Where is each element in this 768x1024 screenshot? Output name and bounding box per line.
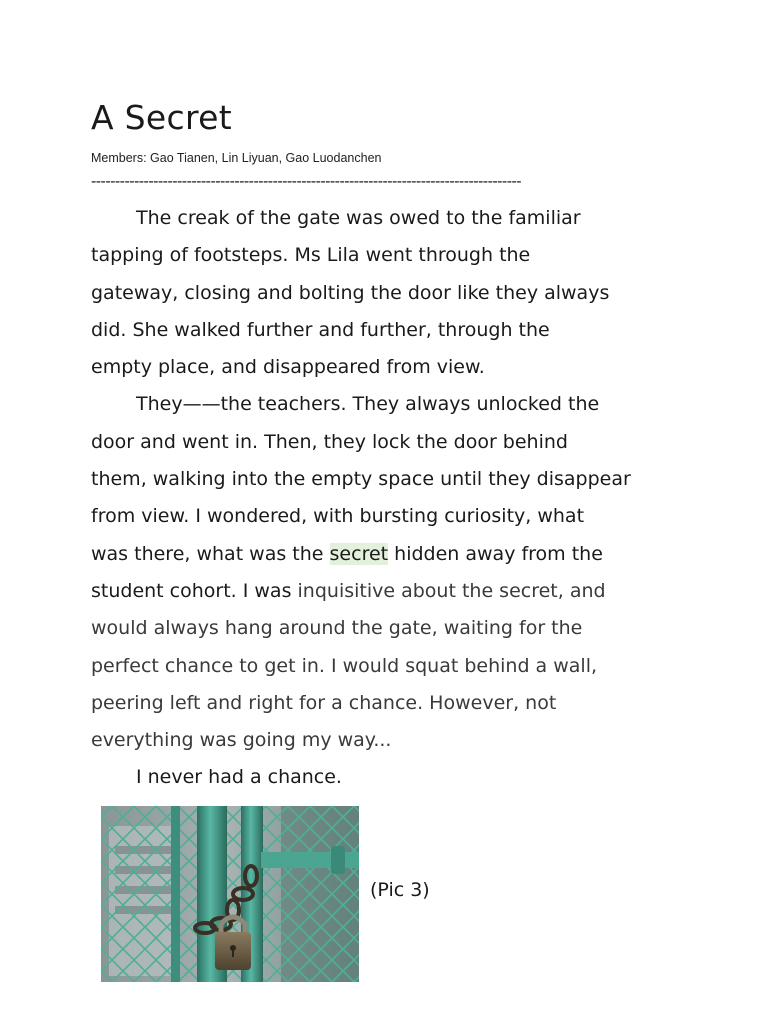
story-line: empty place, and disappeared from view. — [91, 356, 485, 379]
story-line: I never had a chance. — [136, 766, 342, 789]
story-line: gateway, closing and bolting the door like they always — [91, 281, 610, 304]
text-segment: hidden away from the — [388, 542, 603, 565]
story-line: They——the teachers. They always unlocked the — [136, 393, 600, 416]
story-line: them, walking into the empty space until they disappear — [91, 468, 631, 491]
text-segment: inquisitive about the secret, and — [297, 579, 606, 602]
story-line: tapping of footsteps. Ms Lila went through the — [91, 244, 531, 267]
highlighted-word: secret — [329, 542, 389, 565]
story-line: perfect chance to get in. I would squat behind a wall, — [91, 654, 598, 677]
separator-line: ------------------------------------------------------------------------------------------ — [91, 173, 522, 190]
gate-lock-image — [101, 806, 359, 982]
photo-caption: (Pic 3) — [370, 879, 430, 901]
story-line: door and went in. Then, they lock the door behind — [91, 430, 568, 453]
document-title: A Secret — [91, 98, 232, 137]
story-line: would always hang around the gate, waiting for the — [91, 617, 583, 640]
text-segment: student cohort. I was — [91, 579, 298, 602]
story-line — [91, 573, 691, 610]
text-segment: was there, what was the — [91, 542, 330, 565]
story-line: everything was going my way... — [91, 729, 392, 752]
story-line: The creak of the gate was owed to the familiar — [136, 207, 581, 229]
story-line: from view. I wondered, with bursting curiosity, what — [91, 505, 585, 528]
members-line: Members: Gao Tianen, Lin Liyuan, Gao Luodanchen — [91, 151, 382, 165]
story-line-highlighted — [91, 536, 691, 573]
story-line: did. She walked further and further, through the — [91, 318, 550, 341]
story-body — [91, 200, 691, 797]
story-line: peering left and right for a chance. However, not — [91, 691, 557, 714]
gate-lock-photo — [101, 806, 359, 982]
